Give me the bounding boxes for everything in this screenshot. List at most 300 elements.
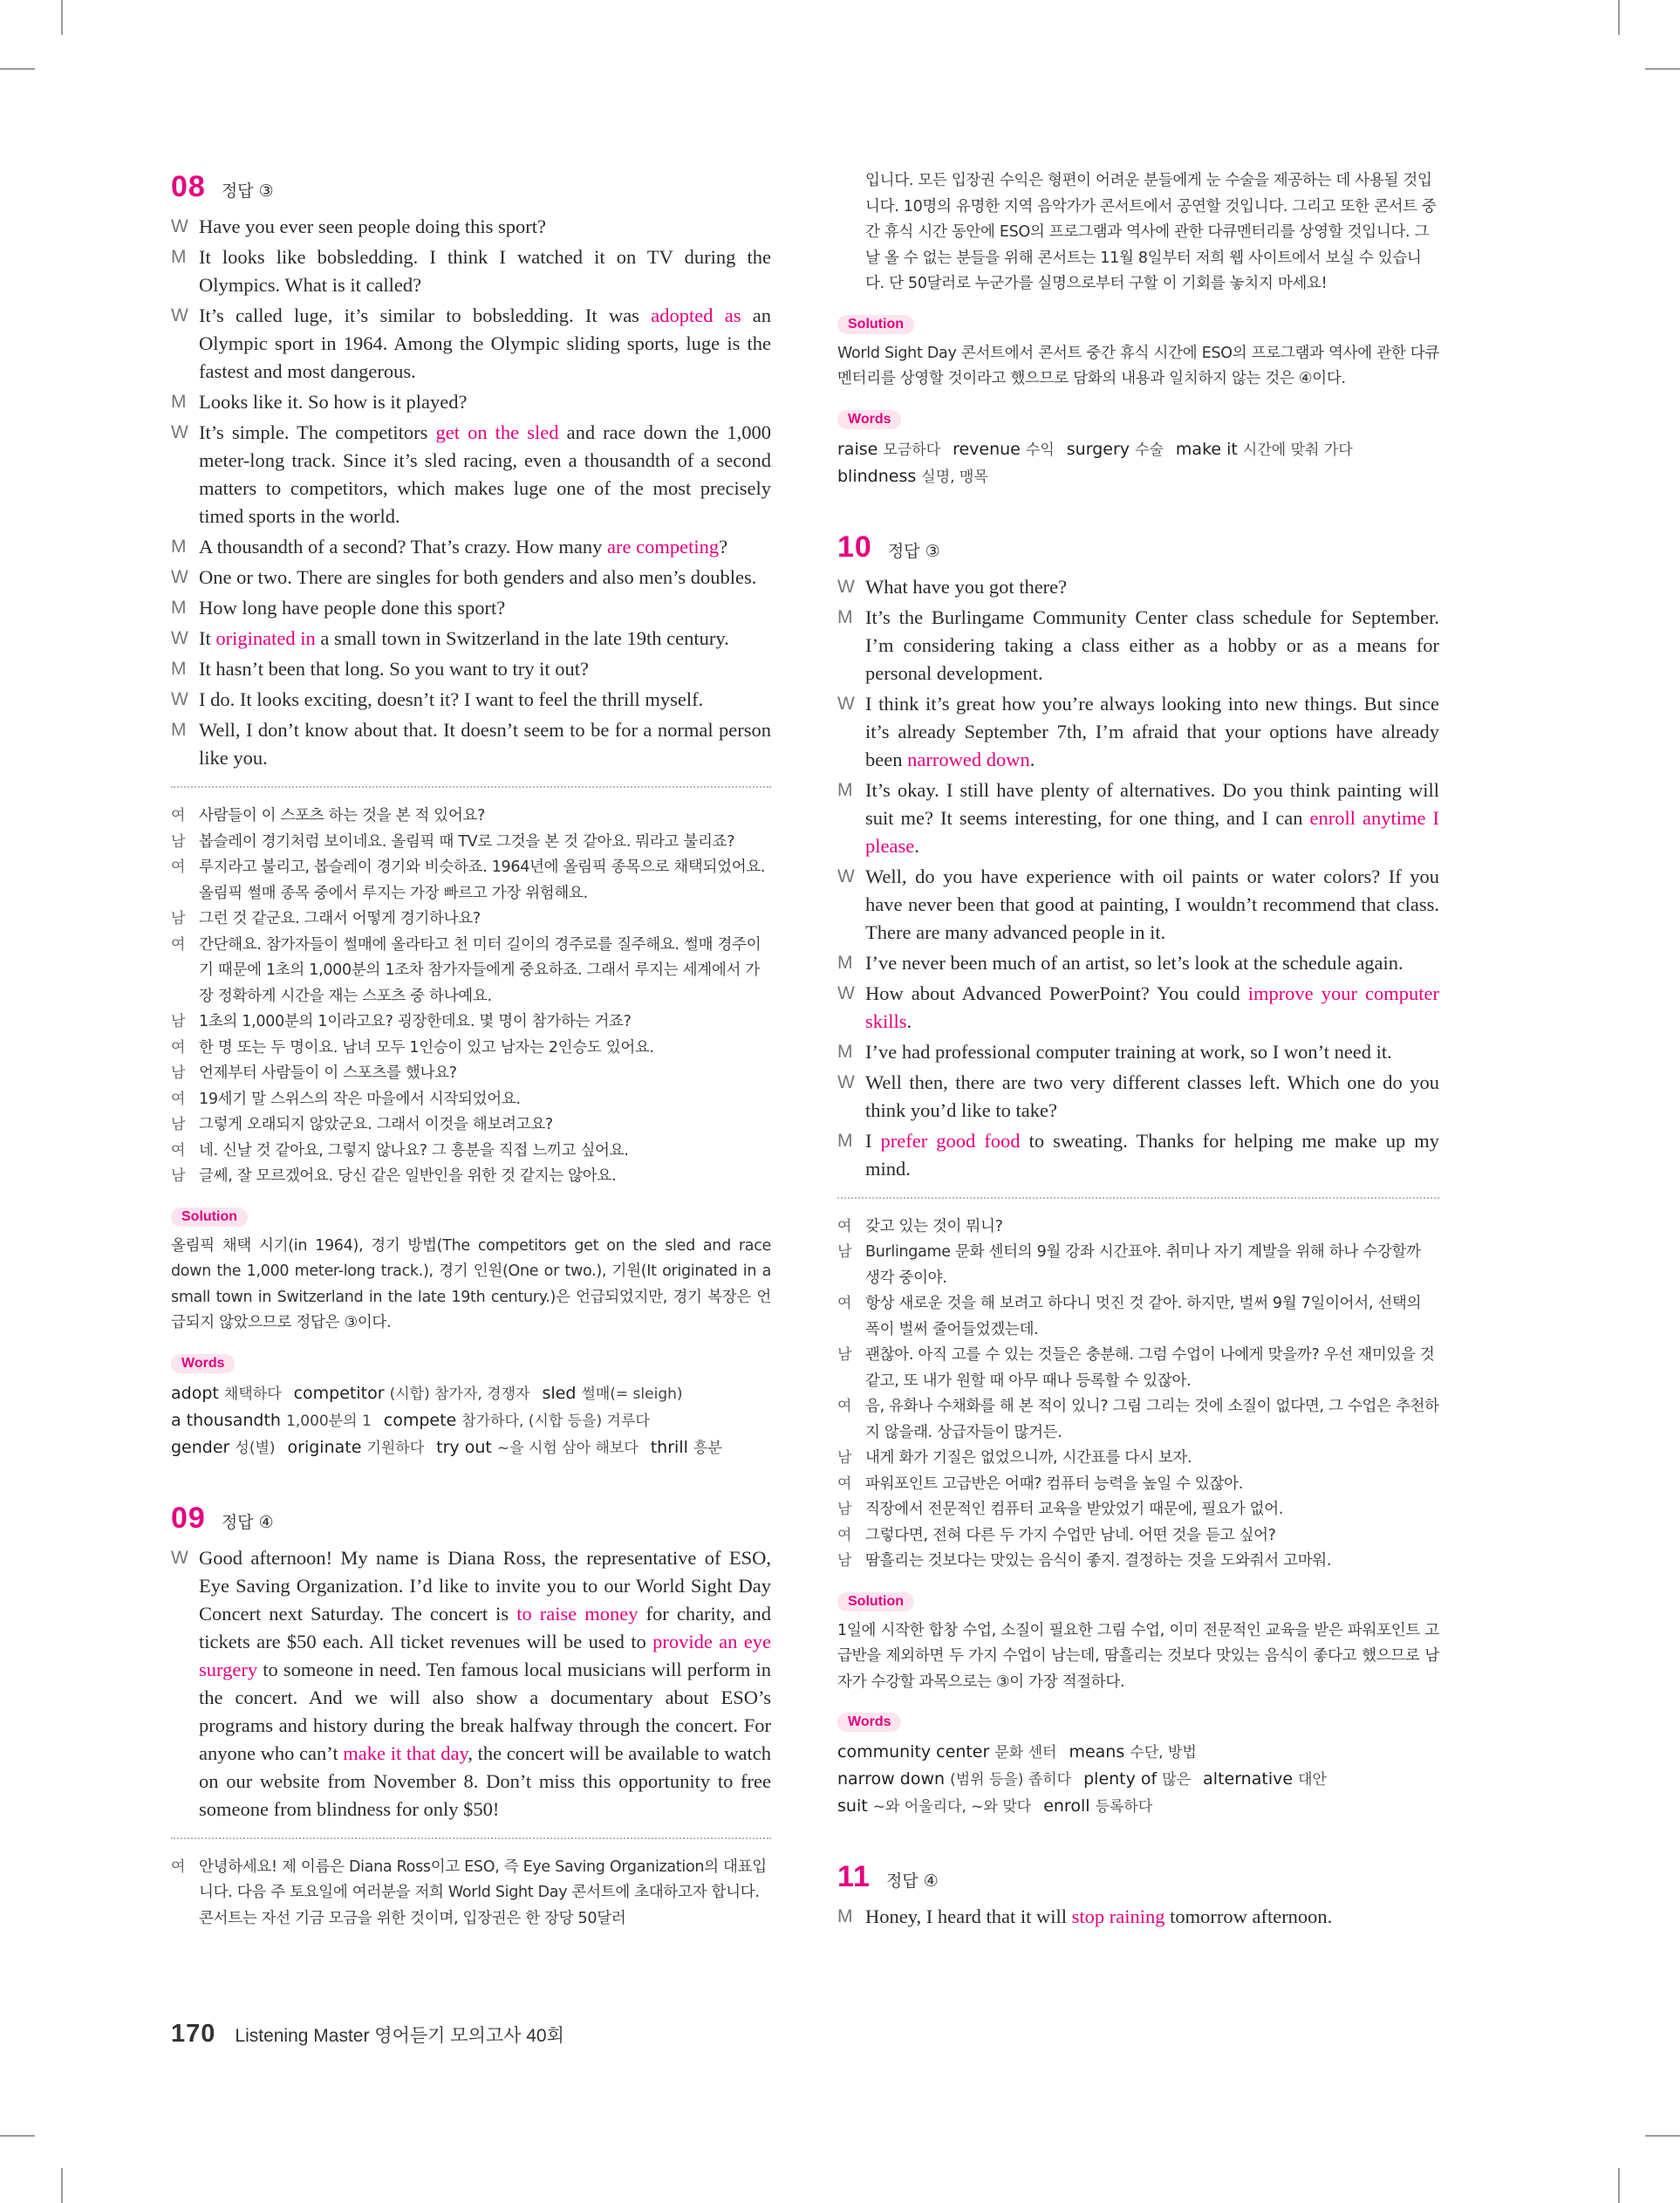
crop-mark-top-left-v	[61, 0, 63, 35]
dialogue-fragment: .	[914, 834, 919, 857]
dialogue-text	[199, 655, 771, 683]
translation-text: 갖고 있는 것이 뭐니?	[865, 1217, 1003, 1235]
vocab-item	[1069, 1742, 1196, 1762]
vocab-meaning: 등록하다	[1095, 1798, 1153, 1816]
speaker-label: W	[837, 865, 855, 886]
speaker-label: W	[837, 1071, 855, 1092]
vocab-word: compete	[383, 1410, 457, 1430]
dialogue-text	[865, 690, 1439, 774]
dialogue-line	[837, 573, 1439, 601]
solution-tag: Solution	[837, 1592, 914, 1611]
vocab-meaning: 흥분	[693, 1439, 722, 1457]
translation-line	[837, 1497, 1439, 1523]
dialogue-fragment: Honey, I heard that it will	[865, 1905, 1072, 1927]
vocabulary-list	[171, 1380, 771, 1461]
speaker-label: W	[837, 982, 855, 1003]
solution-text: 1일에 시작한 합창 수업, 소질이 필요한 그림 수업, 이미 전문적인 교육을 받은 파워포인트 고급반을 제외하면 두 가지 수업이 남는데, 땀흘리는 것보다 맛있는 음식이 좋다고 했으므로 남자가 수강할 과목으로는 ③이 가장 적절하다.	[837, 1621, 1439, 1691]
vocab-item	[171, 1438, 276, 1457]
vocab-meaning: 기원하다	[366, 1439, 425, 1457]
dialogue-line	[171, 625, 771, 653]
speaker-label: 여	[171, 859, 186, 876]
vocab-item	[837, 1796, 1031, 1816]
dialogue-fragment: What have you got there?	[865, 575, 1068, 598]
dialogue-fragment: It’s okay. I still have plenty of alternatives. Do you think painting will suit me? It seems interesting, for one thing, and I can	[865, 778, 1439, 829]
speaker-label: M	[837, 779, 853, 800]
speaker-label: 남	[171, 832, 186, 851]
dialogue-line	[171, 716, 771, 772]
dialogue-fragment: It’s called luge, it’s similar to bobsledding. It was	[199, 304, 652, 326]
speaker-label: 남	[171, 1167, 186, 1185]
dialogue-fragment: .	[906, 1009, 912, 1032]
dialogue-fragment: Well, I don’t know about that. It doesn’t seem to be for a normal person like you.	[199, 719, 771, 769]
speaker-label: 남	[171, 1064, 186, 1082]
translation-text: 그런 것 같군요. 그래서 어떻게 경기하나요?	[199, 910, 481, 927]
dialogue-text	[865, 1038, 1439, 1066]
translation-text: Burlingame 문화 센터의 9월 강좌 시간표야. 취미나 자기 계발을 위해 하나 수강할까 생각 중이야.	[865, 1243, 1421, 1287]
dialogue-line	[837, 1903, 1439, 1931]
answer-key: 정답 ④	[221, 1512, 274, 1532]
dotted-divider	[171, 786, 771, 788]
vocab-row	[837, 1793, 1439, 1820]
dialogue-line	[171, 655, 771, 683]
translation-line	[171, 1061, 771, 1087]
vocab-word: narrow down	[837, 1769, 946, 1789]
question-09	[171, 1502, 771, 1933]
vocab-item	[1203, 1769, 1327, 1789]
dialogue-fragment: I think it’s great how you’re always looking into new things. But since it’s already September 7th, I’m afraid that your options have already been	[865, 692, 1439, 770]
dialogue-line	[171, 419, 771, 530]
vocab-meaning: 문화 센터	[994, 1744, 1057, 1762]
speaker-label: 남	[837, 1552, 852, 1570]
translation-line	[837, 1343, 1439, 1394]
translation-line	[837, 1446, 1439, 1472]
translation-line	[171, 1087, 771, 1113]
dialogue-fragment: Well then, there are two very different classes left. Which one do you think you’d like to take?	[865, 1071, 1439, 1121]
dialogue-fragment: How about Advanced PowerPoint? You could	[865, 982, 1248, 1004]
vocab-item	[288, 1438, 425, 1457]
page-footer	[171, 2020, 564, 2049]
vocab-word: surgery	[1066, 439, 1130, 459]
translation-text: 19세기 말 스위스의 작은 마을에서 시작되었어요.	[199, 1090, 521, 1108]
solution-text: World Sight Day 콘서트에서 콘서트 중간 휴식 시간에 ESO의 프로그램과 역사에 관한 다큐멘터리를 상영할 것이라고 했으므로 담화의 내용과 일치하지 않는 것은 ④이다.	[837, 344, 1439, 387]
speaker-label: M	[171, 392, 187, 412]
crop-mark-bottom-left-h	[0, 2135, 35, 2137]
dialogue-text	[865, 949, 1439, 977]
question-10	[837, 530, 1439, 1821]
speaker-label: 남	[171, 1116, 186, 1133]
question-header	[171, 1502, 771, 1536]
vocab-row	[171, 1380, 771, 1407]
key-phrase: adopted as	[651, 304, 741, 326]
dialogue-line	[171, 564, 771, 592]
speaker-label: 여	[171, 807, 186, 824]
dialogue-line	[837, 777, 1439, 860]
words-tag: Words	[171, 1354, 235, 1373]
right-column	[837, 170, 1439, 1933]
vocab-word: thrill	[650, 1437, 688, 1457]
question-11	[837, 1860, 1439, 1931]
dialogue-line	[837, 1038, 1439, 1066]
speaker-label: W	[171, 567, 188, 587]
vocab-meaning: (범위 등을) 좁히다	[950, 1771, 1072, 1789]
vocab-word: suit	[837, 1796, 868, 1816]
translation-text: 안녕하세요! 제 이름은 Diana Ross이고 ESO, 즉 Eye Saving Organization의 대표입니다. 다음 주 토요일에 여러분을 저희 World Sight Day 콘서트에 초대하고자 합니다. 콘서트는 자선 기금 모금을 위한 것이며, 입장권은 한 장당 50달러	[199, 1857, 767, 1927]
words-tag: Words	[837, 1713, 901, 1732]
speaker-label: 남	[837, 1449, 852, 1467]
solution-text: 올림픽 채택 시기(in 1964), 경기 방법(The competitors get on the sled and race down the 1,000 meter-long track.), 경기 인원(One or two.), 기원(It originated in a small town in Switzerland in the late 19th century.)은 언급되었지만, 경기 복장은 언급되지 않았으므로 정답은 ③이다.	[171, 1236, 771, 1331]
dialogue-fragment: I do. It looks exciting, doesn’t it? I want to feel the thrill myself.	[199, 688, 704, 710]
vocab-meaning: ~을 시험 삼아 해보다	[496, 1439, 639, 1457]
question-number: 09	[171, 1501, 206, 1535]
dialogue-text	[865, 1127, 1439, 1183]
key-phrase: narrowed down	[907, 748, 1030, 770]
translation-line	[171, 830, 771, 856]
dialogue-fragment: I’ve never been much of an artist, so let’s look at the schedule again.	[865, 951, 1403, 974]
speaker-label: 남	[837, 1346, 852, 1364]
vocab-meaning: 시간에 맞춰 가다	[1242, 441, 1353, 459]
translation-line	[837, 1291, 1439, 1343]
dialogue-line	[171, 213, 771, 241]
speaker-label: W	[171, 305, 188, 325]
speaker-label: M	[837, 606, 853, 627]
translation-text: 땀흘리는 것보다는 맛있는 음식이 좋지. 결정하는 것을 도와줘서 고마워.	[865, 1552, 1332, 1570]
question-09-continued	[837, 168, 1439, 490]
translation-text: 그렇게 오래되지 않았군요. 그래서 이것을 해보려고요?	[199, 1116, 553, 1133]
dotted-divider	[837, 1197, 1439, 1199]
dialogue-fragment: It	[199, 627, 216, 649]
translation-text: 괜찮아. 아직 고를 수 있는 것들은 충분해. 그럼 수업이 나에게 맞을까? 우선 재미있을 것 같고, 또 내가 원할 때 아무 때나 등록할 수 있잖아.	[865, 1346, 1435, 1390]
crop-mark-top-right-v	[1618, 0, 1620, 35]
translation-text: 그렇다면, 전혀 다른 두 가지 수업만 남네. 어떤 것을 듣고 싶어?	[865, 1526, 1276, 1544]
translation-text: 언제부터 사람들이 이 스포츠를 했나요?	[199, 1064, 457, 1082]
speaker-label: 여	[837, 1474, 852, 1493]
speaker-label: W	[837, 576, 855, 597]
dialogue-text	[865, 777, 1439, 860]
dialogue-text	[199, 625, 771, 653]
vocab-word: adopt	[171, 1383, 219, 1403]
dialogue-text	[199, 243, 771, 299]
speaker-label: 여	[171, 1090, 186, 1108]
vocabulary-list	[837, 1739, 1439, 1820]
dialogue-fragment: for charity, and tickets are $50 each. All ticket revenues will be used to	[199, 1602, 771, 1652]
speaker-label: M	[171, 537, 187, 557]
dialogue-line	[171, 594, 771, 622]
translation	[171, 804, 771, 1190]
dialogue-fragment: It’s the Burlingame Community Center class schedule for September. I’m considering taking a class either as a hobby or as a means for personal development.	[865, 605, 1439, 684]
vocab-word: revenue	[953, 439, 1021, 459]
dialogue-fragment: Looks like it. So how is it played?	[199, 391, 468, 413]
answer-key: 정답 ③	[887, 541, 940, 561]
translation-line	[837, 1394, 1439, 1446]
translation-text: 입니다. 모든 입장권 수익은 형편이 어려운 분들에게 눈 수술을 제공하는 데 사용될 것입니다. 10명의 유명한 지역 음악가가 콘서트에서 공연할 것입니다. 그리고 또한 콘서트 중간 휴식 시간 동안에 ESO의 프로그램과 역사에 관한 다큐멘터리를 상영할 것입니다. 그날 올 수 없는 분들을 위해 콘서트는 11월 8일부터 저희 웹 사이트에서 보실 수 있습니다. 단 50달러로 누군가를 실명으로부터 구할 이 기회를 놓치지 마세요!	[865, 172, 1437, 292]
vocab-word: competitor	[293, 1383, 385, 1403]
translation-line	[171, 1112, 771, 1139]
dialogue-text	[199, 302, 771, 386]
translation-line	[171, 1855, 771, 1933]
crop-mark-top-right-h	[1645, 68, 1680, 70]
question-number: 08	[171, 170, 206, 203]
speaker-label: 여	[837, 1217, 852, 1235]
dialogue-line	[837, 1069, 1439, 1125]
speaker-label: W	[171, 1547, 188, 1568]
speaker-label: 여	[171, 935, 186, 954]
vocab-word: sled	[542, 1383, 577, 1403]
translation-text: 내게 화가 기질은 없었으니까, 시간표를 다시 보자.	[865, 1449, 1192, 1467]
words-tag: Words	[837, 410, 901, 429]
speaker-label: M	[837, 952, 853, 973]
dialogue-text	[865, 1903, 1439, 1931]
speaker-label: M	[171, 247, 187, 267]
vocab-item	[171, 1411, 372, 1430]
speaker-label: W	[837, 693, 855, 714]
translation-line	[837, 1523, 1439, 1550]
vocab-row	[837, 436, 1439, 463]
vocab-item	[171, 1384, 282, 1403]
dialogue-text	[199, 594, 771, 622]
dialogue-line	[837, 604, 1439, 688]
dialogue-fragment: I’ve had professional computer training at work, so I won’t need it.	[865, 1040, 1392, 1063]
vocab-meaning: 수익	[1025, 441, 1055, 459]
key-phrase: enroll anytime I please	[865, 806, 1440, 857]
vocab-meaning: 모금하다	[883, 441, 941, 459]
dialogue-text	[199, 533, 771, 561]
translation-text: 항상 새로운 것을 해 보려고 하다니 멋진 것 같아. 하지만, 벌써 9월 7일이어서, 선택의 폭이 벌써 줄어들었겠는데.	[865, 1295, 1422, 1338]
speaker-label: W	[171, 422, 188, 442]
speaker-label: 남	[171, 910, 186, 927]
speaker-label: M	[837, 1130, 853, 1151]
vocab-meaning: ~와 어울리다, ~와 맞다	[872, 1798, 1032, 1816]
translation-line	[171, 1164, 771, 1190]
vocabulary-list	[837, 436, 1439, 490]
vocab-word: alternative	[1203, 1769, 1294, 1789]
translation	[837, 1214, 1439, 1575]
speaker-label: M	[171, 659, 187, 679]
vocab-meaning: 성(별)	[235, 1439, 276, 1457]
dialogue-text	[199, 419, 771, 530]
dialogue-fragment: It hasn’t been that long. So you want to try it out?	[199, 658, 590, 680]
vocab-meaning: (시합) 참가자, 경쟁자	[389, 1385, 530, 1403]
dialogue-text	[865, 863, 1439, 947]
vocab-row	[171, 1407, 771, 1434]
vocab-item	[542, 1384, 682, 1403]
left-column	[171, 170, 771, 1932]
speaker-label: W	[171, 216, 188, 236]
vocab-word: gender	[171, 1437, 230, 1457]
translation-text: 파워포인트 고급반은 어때? 컴퓨터 능력을 높일 수 있잖아.	[865, 1474, 1244, 1493]
dialogue-fragment: It’s simple. The competitors	[199, 421, 436, 443]
vocab-word: plenty of	[1083, 1769, 1158, 1789]
dialogue-fragment: ?	[719, 536, 728, 558]
script-dialogue	[837, 1903, 1439, 1931]
translation-line	[837, 1214, 1439, 1241]
speaker-label: 남	[837, 1501, 852, 1518]
dialogue-fragment: A thousandth of a second? That’s crazy. How many	[199, 536, 608, 558]
dialogue-fragment: to sweating. Thanks for helping me make up my mind.	[865, 1129, 1439, 1180]
solution-tag: Solution	[171, 1208, 248, 1227]
solution-tag: Solution	[837, 315, 914, 334]
question-header	[837, 1860, 1439, 1894]
vocab-word: a thousandth	[171, 1410, 281, 1430]
vocab-word: make it	[1175, 439, 1238, 459]
translation-line	[837, 1549, 1439, 1575]
vocab-item	[384, 1411, 650, 1430]
vocab-item	[294, 1384, 530, 1403]
vocab-word: enroll	[1043, 1796, 1090, 1816]
question-header	[837, 530, 1439, 564]
dialogue-text	[865, 604, 1439, 688]
dialogue-fragment: a small town in Switzerland in the late 19th century.	[315, 627, 729, 649]
dialogue-line	[837, 980, 1439, 1036]
dialogue-fragment: an Olympic sport in 1964. Among the Olympic sliding sports, luge is the fastest and most dangerous.	[199, 304, 771, 382]
vocab-item	[651, 1438, 722, 1457]
translation-text: 음, 유화나 수채화를 해 본 적이 있니? 그림 그리는 것에 소질이 없다면, 그 수업은 추천하지 않을래. 상급자들이 많거든.	[865, 1398, 1439, 1441]
key-phrase: get on the sled	[435, 421, 559, 443]
speaker-label: W	[171, 689, 188, 709]
translation-continued	[837, 168, 1439, 298]
dialogue-line	[171, 302, 771, 386]
dialogue-fragment: One or two. There are singles for both genders and also men’s doubles.	[199, 566, 757, 588]
dialogue-text	[199, 716, 771, 772]
vocab-item	[1043, 1796, 1152, 1816]
dialogue-text	[865, 573, 1439, 601]
dialogue-line	[171, 686, 771, 714]
dotted-divider	[171, 1837, 771, 1839]
translation-line	[171, 907, 771, 933]
crop-mark-top-left-h	[0, 68, 35, 70]
vocab-item	[837, 440, 940, 459]
translation-line	[837, 1472, 1439, 1498]
speaker-label: 여	[171, 1038, 186, 1057]
dialogue-text	[865, 980, 1439, 1036]
crop-mark-bottom-right-v	[1618, 2168, 1620, 2203]
vocab-item	[837, 467, 988, 486]
script-dialogue	[837, 573, 1439, 1183]
dialogue-fragment: and race down the 1,000 meter-long track. Since it’s sled racing, even a thousandth of a second matters to competitors, which makes luge one of the most precisely timed sports in the world.	[199, 421, 771, 527]
translation-text: 한 명 또는 두 명이요. 남녀 모두 1인승이 있고 남자는 2인승도 있어요.	[199, 1038, 654, 1057]
vocab-meaning: 많은	[1162, 1771, 1192, 1789]
vocab-word: blindness	[837, 466, 917, 486]
vocab-meaning: 대안	[1298, 1771, 1327, 1789]
question-header	[171, 170, 771, 204]
key-phrase: are competing	[607, 536, 720, 558]
translation-line	[171, 933, 771, 1010]
translation-line	[837, 1240, 1439, 1291]
translation-text: 글쎄, 잘 모르겠어요. 당신 같은 일반인을 위한 것 같지는 않아요.	[199, 1167, 617, 1185]
vocab-row	[837, 1739, 1439, 1766]
translation-text: 1초의 1,000분의 1이라고요? 굉장한데요. 몇 명이 참가하는 거죠?	[199, 1013, 632, 1030]
translation-text: 간단해요. 참가자들이 썰매에 올라타고 천 미터 길이의 경주로를 질주해요. 썰매 경주이기 때문에 1초의 1,000분의 1조차 참가자들에게 중요하죠. 그래서 루지는 세계에서 가장 정확하게 시간을 재는 스포츠 중 하나예요.	[199, 935, 761, 1005]
answer-key: 정답 ③	[221, 181, 274, 201]
translation-text: 사람들이 이 스포츠 하는 것을 본 적 있어요?	[199, 807, 486, 824]
dialogue-line	[171, 243, 771, 299]
crop-mark-bottom-right-h	[1645, 2135, 1680, 2137]
dialogue-fragment: .	[1029, 748, 1035, 770]
speaker-label: M	[171, 720, 187, 740]
speaker-label: 여	[837, 1526, 852, 1544]
translation-text: 네. 신날 것 같아요, 그렇지 않나요? 그 흥분을 직접 느끼고 싶어요.	[199, 1141, 629, 1160]
vocab-word: originate	[287, 1437, 362, 1457]
vocab-meaning: 1,000분의 1	[286, 1412, 372, 1430]
book-title: Listening Master 영어듣기 모의고사 40회	[235, 2026, 564, 2046]
dialogue-line	[837, 949, 1439, 977]
vocab-item	[1083, 1769, 1191, 1789]
script-dialogue	[171, 1544, 771, 1823]
vocab-meaning: 썰매(= sleigh)	[581, 1385, 683, 1403]
key-phrase: improve your computer skills	[865, 982, 1439, 1032]
key-phrase: to raise money	[516, 1602, 639, 1625]
vocab-item	[1067, 440, 1164, 459]
speaker-label: 남	[171, 1013, 186, 1030]
speaker-label: 여	[171, 1141, 186, 1160]
dialogue-text	[199, 564, 771, 592]
dialogue-line	[171, 388, 771, 416]
translation-line	[171, 1139, 771, 1165]
dialogue-text	[199, 213, 771, 241]
translation-text: 봅슬레이 경기처럼 보이네요. 올림픽 때 TV로 그것을 본 것 같아요. 뭐라고 불리죠?	[199, 832, 735, 851]
dialogue-fragment: Have you ever seen people doing this sport?	[199, 216, 547, 237]
speaker-label: 남	[837, 1243, 852, 1261]
speaker-label: M	[837, 1041, 853, 1062]
speaker-label: 여	[837, 1398, 852, 1415]
vocab-item	[953, 440, 1055, 459]
key-phrase: originated in	[215, 627, 316, 649]
dialogue-fragment: I	[865, 1129, 881, 1152]
speaker-label: 여	[837, 1295, 852, 1312]
dialogue-fragment: How long have people done this sport?	[199, 597, 506, 619]
vocab-meaning: 채택하다	[223, 1385, 282, 1403]
answer-key: 정답 ④	[885, 1871, 939, 1891]
vocab-item	[1176, 440, 1353, 459]
dialogue-fragment: , the concert will be available to watch on our website from November 8. Don’t miss this opportunity to free someone from blindness for only $50!	[199, 1741, 771, 1820]
page-number: 170	[171, 2020, 216, 2048]
question-number: 11	[837, 1860, 871, 1893]
question-number: 10	[837, 530, 872, 564]
vocab-item	[837, 1742, 1056, 1762]
dialogue-line	[171, 533, 771, 561]
dialogue-fragment: Well, do you have experience with oil paints or water colors? If you have never been that good at painting, I wouldn’t recommend that class. There are many advanced people in it.	[865, 865, 1439, 943]
dialogue-line	[171, 1544, 771, 1823]
key-phrase: stop raining	[1071, 1905, 1165, 1927]
vocab-row	[837, 463, 1439, 490]
vocab-meaning: 참가하다, (시합 등을) 겨루다	[461, 1412, 650, 1430]
translation-line	[171, 1036, 771, 1062]
vocab-word: means	[1069, 1742, 1125, 1762]
vocab-item	[436, 1438, 639, 1457]
vocab-meaning: 실명, 맹목	[921, 468, 988, 486]
dialogue-fragment: tomorrow afternoon.	[1164, 1905, 1333, 1927]
script-dialogue	[171, 213, 771, 772]
key-phrase: make it that day	[343, 1741, 468, 1764]
dialogue-text	[865, 1069, 1439, 1125]
key-phrase: provide an eye surgery	[199, 1630, 771, 1680]
dialogue-line	[837, 690, 1439, 774]
vocab-meaning: 수단, 방법	[1130, 1744, 1197, 1762]
translation-line	[171, 1009, 771, 1036]
speaker-label: 여	[171, 1857, 186, 1876]
dialogue-text	[199, 1544, 771, 1823]
speaker-label: M	[171, 598, 187, 618]
vocab-word: raise	[837, 439, 878, 459]
vocab-meaning: 수술	[1135, 441, 1164, 459]
dialogue-fragment: to someone in need. Ten famous local musicians will perform in the concert. And we will also show a documentary about ESO’s programs and history during the break halfway through the concert. For anyone who can’t	[199, 1658, 771, 1764]
dialogue-fragment: It looks like bobsledding. I think I watched it on TV during the Olympics. What is it called?	[199, 246, 771, 296]
dialogue-fragment: Good afternoon! My name is Diana Ross, the representative of ESO, Eye Saving Organization. I’d like to invite you to our World Sight Day Concert next Saturday. The concert is	[199, 1546, 771, 1625]
key-phrase: prefer good food	[880, 1129, 1021, 1152]
dialogue-text	[199, 686, 771, 714]
translation-text: 루지라고 불리고, 봅슬레이 경기와 비슷하죠. 1964년에 올림픽 종목으로 채택되었어요. 올림픽 썰매 종목 중에서 루지는 가장 빠르고 가장 위험해요.	[199, 859, 766, 902]
translation-text: 직장에서 전문적인 컴퓨터 교육을 받았었기 때문에, 필요가 없어.	[865, 1501, 1284, 1518]
vocab-word: community center	[837, 1742, 990, 1762]
